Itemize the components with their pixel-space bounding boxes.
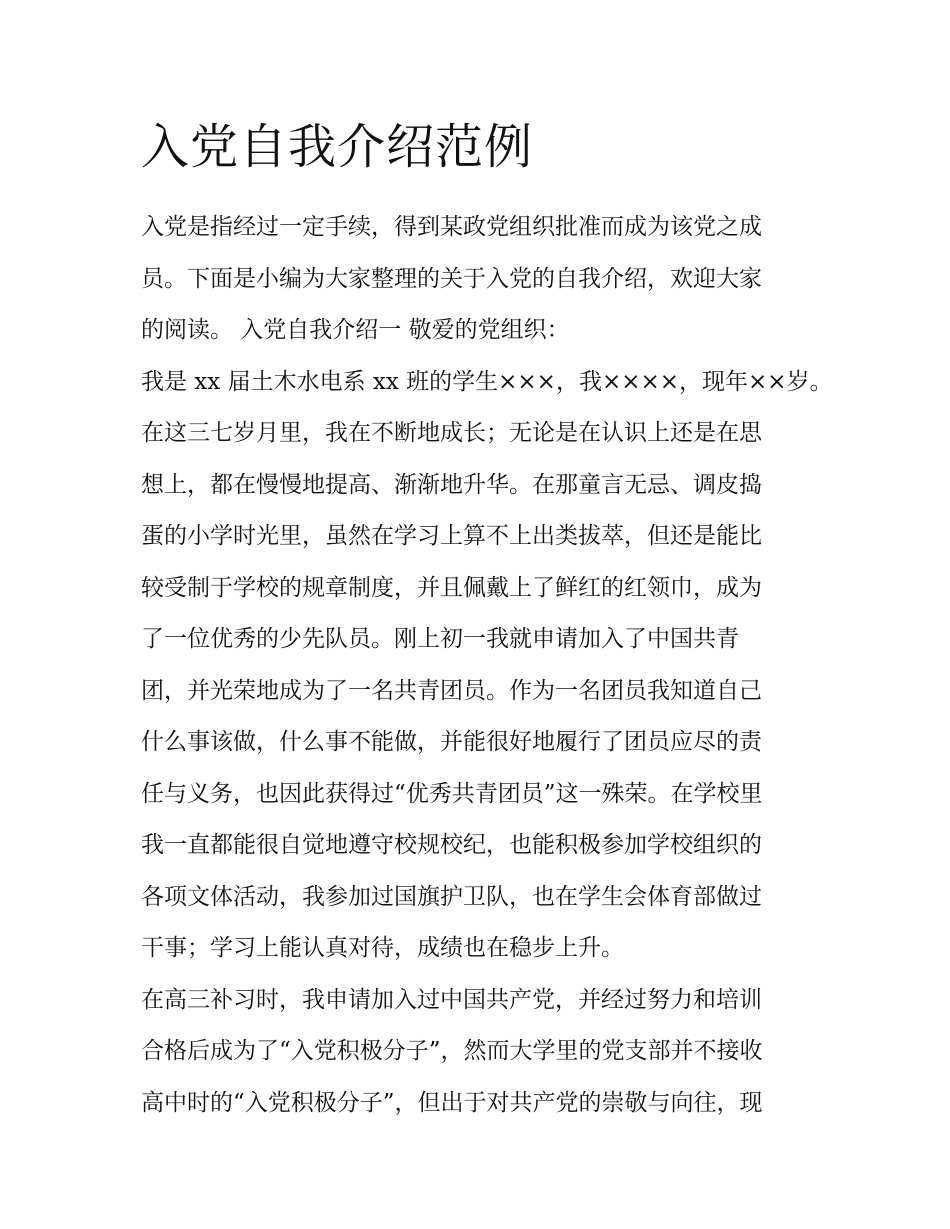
body-line: 什么事该做，什么事不能做，并能很好地履行了团员应尽的责 [141, 729, 762, 755]
body-line: 员。下面是小编为大家整理的关于入党的自我介绍，欢迎大家 [141, 265, 762, 292]
body-line: 入党是指经过一定手续，得到某政党组织批准而成为该党之成 [141, 214, 762, 240]
body-line: 干事；学习上能认真对待，成绩也在稳步上升。 [141, 935, 624, 961]
body-line: 蛋的小学时光里，虽然在学习上算不上出类拔萃，但还是能比 [141, 523, 762, 549]
body-line: 较受制于学校的规章制度，并且佩戴上了鲜红的红领巾，成为 [141, 574, 762, 601]
document-title: 入党自我介绍范例 [141, 119, 534, 175]
body-line: 合格后成为了“入党积极分子”，然而大学里的党支部并不接收 [141, 1038, 763, 1064]
body-line: 在高三补习时，我申请加入过中国共产党，并经过努力和培训 [141, 986, 762, 1013]
body-line: 了一位优秀的少先队员。刚上初一我就申请加入了中国共青 [141, 626, 739, 652]
body-line: 的阅读。 入党自我介绍一 敬爱的党组织： [141, 317, 570, 343]
body-line: 高中时的“入党积极分子”，但出于对共产党的崇敬与向往，现 [141, 1089, 763, 1116]
body-line: 任与义务，也因此获得过“优秀共青团员”这一殊荣。在学校里 [141, 780, 763, 807]
document-body [141, 202, 833, 1129]
body-line: 各项文体活动，我参加过国旗护卫队，也在学生会体育部做过 [141, 883, 762, 910]
body-line: 团，并光荣地成为了一名共青团员。作为一名团员我知道自己 [141, 677, 762, 704]
body-line: 我一直都能很自觉地遵守校规校纪，也能积极参加学校组织的 [141, 832, 762, 858]
body-line: 在这三七岁月里，我在不断地成长；无论是在认识上还是在思 [141, 420, 762, 446]
document-content [141, 118, 833, 1129]
body-line: 我是 xx 届土木水电系 xx 班的学生×××，我××××，现年××岁。 [141, 368, 833, 395]
body-line: 想上，都在慢慢地提高、渐渐地升华。在那童言无忌、调皮捣 [141, 471, 762, 498]
